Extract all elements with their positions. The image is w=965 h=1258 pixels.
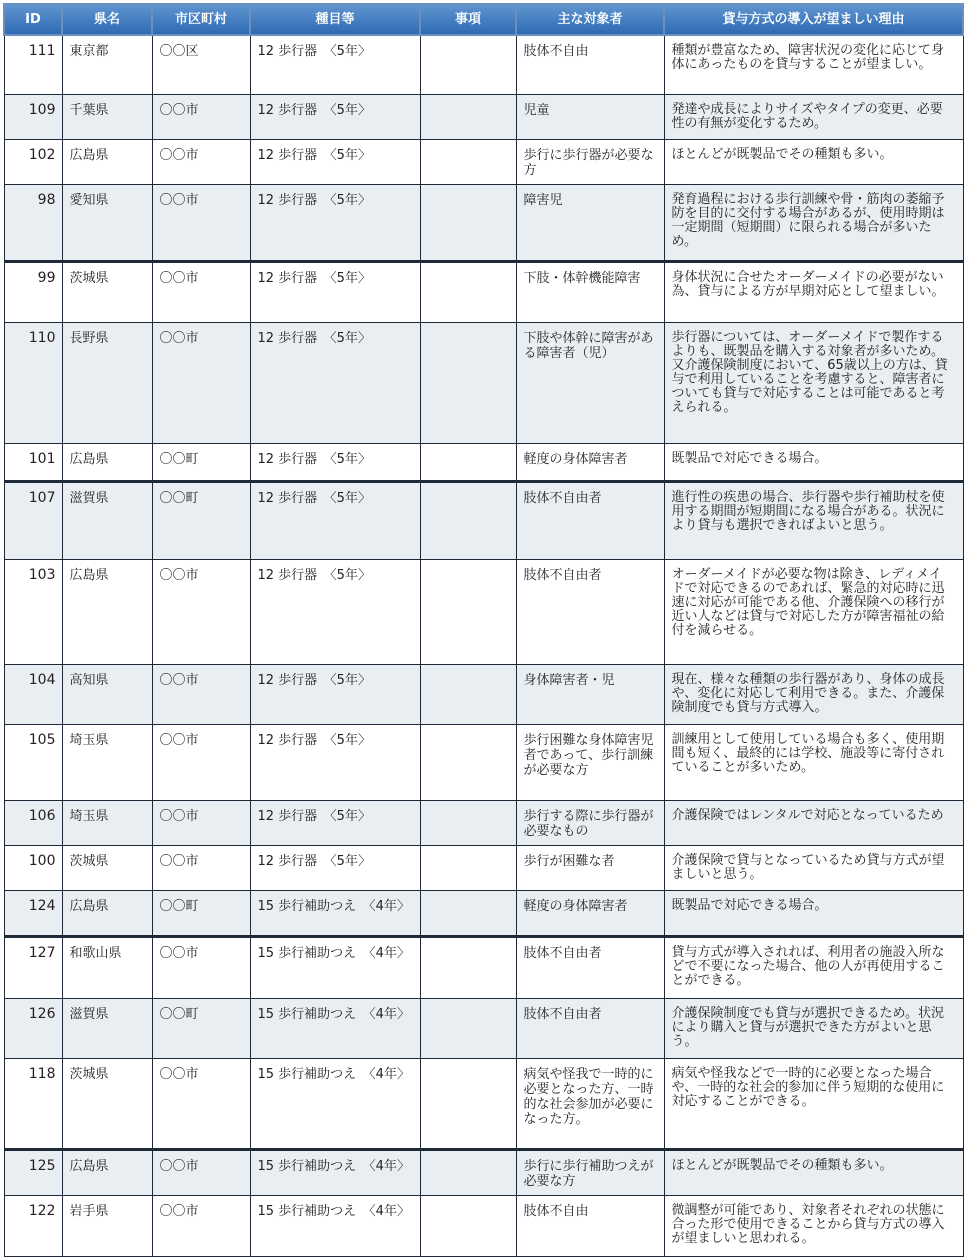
item-cell: 15 歩行補助つえ 〈4年〉 bbox=[250, 1059, 420, 1150]
item-cell: 12 歩行器 〈5年〉 bbox=[250, 725, 420, 801]
id-cell: 106 bbox=[4, 801, 62, 846]
id-cell: 125 bbox=[4, 1150, 62, 1196]
municipality-cell: 〇〇市 bbox=[152, 95, 250, 140]
table-row bbox=[4, 801, 963, 846]
prefecture-cell: 千葉県 bbox=[62, 95, 152, 140]
reason-cell: 訓練用として使用している場合も多く、使用期間も短く、最終的には学校、施設等に寄付されていることが多いため。 bbox=[664, 725, 963, 801]
table-row bbox=[4, 891, 963, 937]
reason-cell: ほとんどが既製品でその種類も多い。 bbox=[664, 1150, 963, 1196]
item-cell: 12 歩行器 〈5年〉 bbox=[250, 185, 420, 262]
target-cell: 歩行する際に歩行器が必要なもの bbox=[516, 801, 664, 846]
table-body bbox=[4, 35, 963, 1257]
header-target: 主な対象者 bbox=[516, 4, 664, 35]
reason-cell: 貸与方式が導入されれば、利用者の施設入所などで不要になった場合、他の人が再使用することができる。 bbox=[664, 937, 963, 999]
target-cell: 肢体不自由者 bbox=[516, 482, 664, 560]
table-row bbox=[4, 1196, 963, 1257]
id-cell: 104 bbox=[4, 665, 62, 725]
matter-cell bbox=[420, 891, 516, 937]
id-cell: 109 bbox=[4, 95, 62, 140]
municipality-cell: 〇〇市 bbox=[152, 937, 250, 999]
table-row bbox=[4, 846, 963, 891]
municipality-cell: 〇〇市 bbox=[152, 1196, 250, 1257]
id-cell: 122 bbox=[4, 1196, 62, 1257]
municipality-cell: 〇〇市 bbox=[152, 725, 250, 801]
municipality-cell: 〇〇市 bbox=[152, 262, 250, 323]
target-cell: 下肢や体幹に障害がある障害者（児） bbox=[516, 323, 664, 444]
reason-cell: ほとんどが既製品でその種類も多い。 bbox=[664, 140, 963, 185]
matter-cell bbox=[420, 937, 516, 999]
id-cell: 110 bbox=[4, 323, 62, 444]
prefecture-cell: 茨城県 bbox=[62, 846, 152, 891]
item-cell: 12 歩行器 〈5年〉 bbox=[250, 323, 420, 444]
item-cell: 12 歩行器 〈5年〉 bbox=[250, 262, 420, 323]
table-row bbox=[4, 323, 963, 444]
table-row bbox=[4, 665, 963, 725]
id-cell: 124 bbox=[4, 891, 62, 937]
reason-cell: 発育過程における歩行訓練や骨・筋肉の萎縮予防を目的に交付する場合があるが、使用時期は一定期間（短期間）に限られる場合が多いため。 bbox=[664, 185, 963, 262]
matter-cell bbox=[420, 1150, 516, 1196]
table-row bbox=[4, 1059, 963, 1150]
table-header bbox=[4, 4, 963, 35]
id-cell: 107 bbox=[4, 482, 62, 560]
header-id: ID bbox=[4, 4, 62, 35]
reason-cell: 身体状況に合せたオーダーメイドの必要がない為、貸与による方が早期対応として望ましい。 bbox=[664, 262, 963, 323]
header-item: 種目等 bbox=[250, 4, 420, 35]
prefecture-cell: 岩手県 bbox=[62, 1196, 152, 1257]
id-cell: 111 bbox=[4, 35, 62, 95]
table-row bbox=[4, 35, 963, 95]
table-row bbox=[4, 1150, 963, 1196]
id-cell: 103 bbox=[4, 560, 62, 665]
reason-cell: 既製品で対応できる場合。 bbox=[664, 444, 963, 482]
table-row bbox=[4, 482, 963, 560]
id-cell: 126 bbox=[4, 999, 62, 1059]
header-prefecture: 県名 bbox=[62, 4, 152, 35]
table-row bbox=[4, 560, 963, 665]
header-reason: 貸与方式の導入が望ましい理由 bbox=[664, 4, 963, 35]
prefecture-cell: 広島県 bbox=[62, 1150, 152, 1196]
reason-cell: 現在、様々な種類の歩行器があり、身体の成長や、変化に対応して利用できる。また、介護保険制度でも貸与方式導入。 bbox=[664, 665, 963, 725]
municipality-cell: 〇〇市 bbox=[152, 560, 250, 665]
table-row bbox=[4, 999, 963, 1059]
reason-cell: オーダーメイドが必要な物は除き、レディメイドで対応できるのであれば、緊急的対応時に迅速に対応が可能である他、介護保険への移行が近い人などは貸与で対応した方が障害福祉の給付を減らせる。 bbox=[664, 560, 963, 665]
item-cell: 12 歩行器 〈5年〉 bbox=[250, 140, 420, 185]
id-cell: 100 bbox=[4, 846, 62, 891]
matter-cell bbox=[420, 444, 516, 482]
table-row bbox=[4, 725, 963, 801]
matter-cell bbox=[420, 846, 516, 891]
table-row bbox=[4, 444, 963, 482]
table-row bbox=[4, 140, 963, 185]
prefecture-cell: 茨城県 bbox=[62, 262, 152, 323]
municipality-cell: 〇〇市 bbox=[152, 846, 250, 891]
prefecture-cell: 埼玉県 bbox=[62, 801, 152, 846]
target-cell: 病気や怪我で一時的に必要となった方、一時的な社会参加が必要になった方。 bbox=[516, 1059, 664, 1150]
municipality-cell: 〇〇市 bbox=[152, 665, 250, 725]
prefecture-cell: 広島県 bbox=[62, 140, 152, 185]
prefecture-cell: 広島県 bbox=[62, 444, 152, 482]
target-cell: 歩行に歩行器が必要な方 bbox=[516, 140, 664, 185]
municipality-cell: 〇〇市 bbox=[152, 185, 250, 262]
reason-cell: 介護保険ではレンタルで対応となっているため bbox=[664, 801, 963, 846]
item-cell: 15 歩行補助つえ 〈4年〉 bbox=[250, 999, 420, 1059]
matter-cell bbox=[420, 999, 516, 1059]
id-cell: 105 bbox=[4, 725, 62, 801]
prefecture-cell: 長野県 bbox=[62, 323, 152, 444]
target-cell: 肢体不自由者 bbox=[516, 937, 664, 999]
matter-cell bbox=[420, 35, 516, 95]
prefecture-cell: 茨城県 bbox=[62, 1059, 152, 1150]
municipality-cell: 〇〇町 bbox=[152, 482, 250, 560]
target-cell: 児童 bbox=[516, 95, 664, 140]
item-cell: 15 歩行補助つえ 〈4年〉 bbox=[250, 891, 420, 937]
municipality-cell: 〇〇市 bbox=[152, 1150, 250, 1196]
reason-cell: 進行性の疾患の場合、歩行器や歩行補助杖を使用する期間が短期間になる場合がある。状況により貸与も選択できればよいと思う。 bbox=[664, 482, 963, 560]
matter-cell bbox=[420, 665, 516, 725]
prefecture-cell: 広島県 bbox=[62, 891, 152, 937]
matter-cell bbox=[420, 1196, 516, 1257]
target-cell: 肢体不自由 bbox=[516, 35, 664, 95]
id-cell: 118 bbox=[4, 1059, 62, 1150]
matter-cell bbox=[420, 323, 516, 444]
reason-cell: 歩行器については、オーダーメイドで製作するよりも、既製品を購入する対象者が多いため。又介護保険制度において、65歳以上の方は、貸与で利用していることを考慮すると、障害者についても貸与で対応することは可能であると考えられる。 bbox=[664, 323, 963, 444]
reason-cell: 病気や怪我などで一時的に必要となった場合や、一時的な社会的参加に伴う短期的な使用に対応することができる。 bbox=[664, 1059, 963, 1150]
prefecture-cell: 埼玉県 bbox=[62, 725, 152, 801]
municipality-cell: 〇〇町 bbox=[152, 999, 250, 1059]
id-cell: 101 bbox=[4, 444, 62, 482]
target-cell: 歩行が困難な者 bbox=[516, 846, 664, 891]
municipality-cell: 〇〇町 bbox=[152, 891, 250, 937]
item-cell: 12 歩行器 〈5年〉 bbox=[250, 35, 420, 95]
reason-cell: 既製品で対応できる場合。 bbox=[664, 891, 963, 937]
prefecture-cell: 東京都 bbox=[62, 35, 152, 95]
item-cell: 15 歩行補助つえ 〈4年〉 bbox=[250, 937, 420, 999]
municipality-cell: 〇〇市 bbox=[152, 801, 250, 846]
prefecture-cell: 滋賀県 bbox=[62, 482, 152, 560]
prefecture-cell: 和歌山県 bbox=[62, 937, 152, 999]
id-cell: 127 bbox=[4, 937, 62, 999]
id-cell: 99 bbox=[4, 262, 62, 323]
table-row bbox=[4, 185, 963, 262]
reason-cell: 微調整が可能であり、対象者それぞれの状態に合った形で使用できることから貸与方式の導入が望ましいと思われる。 bbox=[664, 1196, 963, 1257]
matter-cell bbox=[420, 140, 516, 185]
target-cell: 身体障害者・児 bbox=[516, 665, 664, 725]
matter-cell bbox=[420, 560, 516, 665]
prefecture-cell: 広島県 bbox=[62, 560, 152, 665]
municipality-cell: 〇〇市 bbox=[152, 323, 250, 444]
matter-cell bbox=[420, 185, 516, 262]
reason-cell: 発達や成長によりサイズやタイプの変更、必要性の有無が変化するため。 bbox=[664, 95, 963, 140]
item-cell: 12 歩行器 〈5年〉 bbox=[250, 482, 420, 560]
target-cell: 障害児 bbox=[516, 185, 664, 262]
item-cell: 12 歩行器 〈5年〉 bbox=[250, 665, 420, 725]
item-cell: 12 歩行器 〈5年〉 bbox=[250, 846, 420, 891]
header-municipality: 市区町村 bbox=[152, 4, 250, 35]
id-cell: 102 bbox=[4, 140, 62, 185]
target-cell: 肢体不自由者 bbox=[516, 999, 664, 1059]
table-row bbox=[4, 95, 963, 140]
target-cell: 歩行困難な身体障害児者であって、歩行訓練が必要な方 bbox=[516, 725, 664, 801]
item-cell: 12 歩行器 〈5年〉 bbox=[250, 444, 420, 482]
target-cell: 軽度の身体障害者 bbox=[516, 444, 664, 482]
table-row bbox=[4, 262, 963, 323]
target-cell: 歩行に歩行補助つえが必要な方 bbox=[516, 1150, 664, 1196]
prefecture-cell: 愛知県 bbox=[62, 185, 152, 262]
target-cell: 肢体不自由者 bbox=[516, 560, 664, 665]
municipality-cell: 〇〇市 bbox=[152, 140, 250, 185]
matter-cell bbox=[420, 482, 516, 560]
item-cell: 12 歩行器 〈5年〉 bbox=[250, 801, 420, 846]
reason-cell: 介護保険制度でも貸与が選択できるため。状況により購入と貸与が選択できた方がよいと思う。 bbox=[664, 999, 963, 1059]
header-matter: 事項 bbox=[420, 4, 516, 35]
reason-cell: 介護保険で貸与となっているため貸与方式が望ましいと思う。 bbox=[664, 846, 963, 891]
item-cell: 12 歩行器 〈5年〉 bbox=[250, 95, 420, 140]
municipality-cell: 〇〇区 bbox=[152, 35, 250, 95]
matter-cell bbox=[420, 1059, 516, 1150]
matter-cell bbox=[420, 262, 516, 323]
matter-cell bbox=[420, 95, 516, 140]
id-cell: 98 bbox=[4, 185, 62, 262]
item-cell: 15 歩行補助つえ 〈4年〉 bbox=[250, 1150, 420, 1196]
reason-cell: 種類が豊富なため、障害状況の変化に応じて身体にあったものを貸与することが望ましい。 bbox=[664, 35, 963, 95]
item-cell: 15 歩行補助つえ 〈4年〉 bbox=[250, 1196, 420, 1257]
request-table bbox=[3, 3, 964, 1257]
prefecture-cell: 高知県 bbox=[62, 665, 152, 725]
matter-cell bbox=[420, 801, 516, 846]
municipality-cell: 〇〇町 bbox=[152, 444, 250, 482]
item-cell: 12 歩行器 〈5年〉 bbox=[250, 560, 420, 665]
prefecture-cell: 滋賀県 bbox=[62, 999, 152, 1059]
table-row bbox=[4, 937, 963, 999]
target-cell: 下肢・体幹機能障害 bbox=[516, 262, 664, 323]
municipality-cell: 〇〇市 bbox=[152, 1059, 250, 1150]
target-cell: 軽度の身体障害者 bbox=[516, 891, 664, 937]
target-cell: 肢体不自由 bbox=[516, 1196, 664, 1257]
matter-cell bbox=[420, 725, 516, 801]
